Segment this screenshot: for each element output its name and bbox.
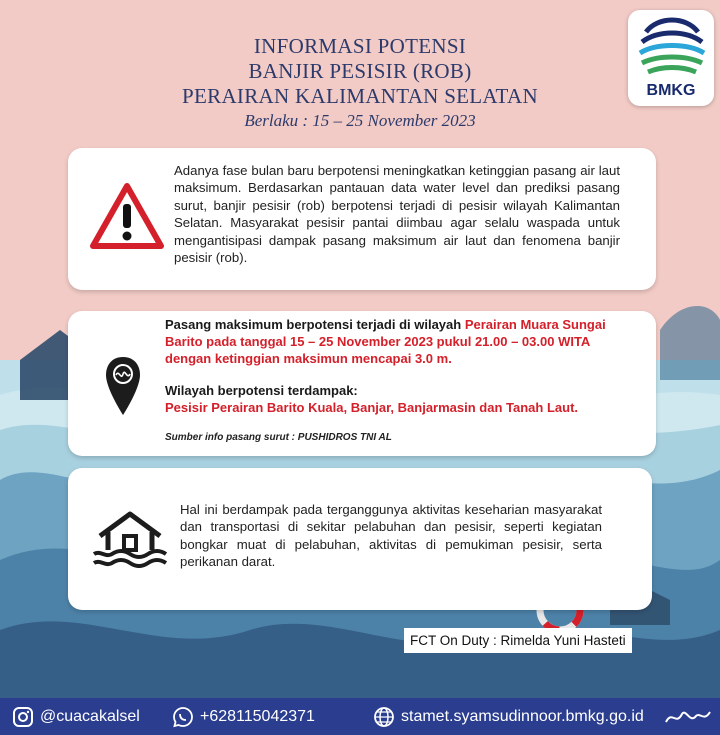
location-pin-icon [104, 355, 142, 417]
instagram-handle: @cuacakalsel [40, 708, 140, 725]
instagram-icon [12, 706, 34, 728]
affected-label: Wilayah berpotensi terdampak: [165, 383, 358, 398]
phone-number: +628115042371 [200, 708, 315, 725]
signature-icon [664, 706, 712, 728]
globe-icon [373, 706, 395, 728]
title-line-2: BANJIR PESISIR (ROB) [248, 59, 472, 83]
footer-phone[interactable] [172, 706, 315, 728]
warning-icon [88, 180, 166, 252]
card3-text: Hal ini berdampak pada terganggunya aktivitas keseharian masyarakat dan transportasi di sekitar pelabuhan dan pesisir, seperti kegiatan bongkar muat di pelabuhan, aktivitas di pemukiman pesisir, serta perikanan darat. [180, 502, 602, 570]
card2-date: pada tanggal 15 – 25 November 2023 pukul 21.00 – 03.00 WITA dengan ketinggian maksimun mencapai 3.0 m. [165, 334, 590, 366]
footer [0, 698, 720, 735]
card1-text: Adanya fase bulan baru berpotensi meningkatkan ketinggian pasang air laut maksimum. Berdasarkan pantauan data water level dan prediksi pasang surut, banjir pesisir (rob) berpotensi terjadi di pesisir wilayah Kalimantan Selatan. Masyarakat pesisir pantai diimbau agar selalu waspada untuk mengantisipasi dampak pasang maksimum air laut dan fenomena banjir pesisir (rob). [174, 163, 620, 266]
forecaster-on-duty: FCT On Duty : Rimelda Yuni Hasteti [404, 628, 632, 653]
card2-high-tide-text [165, 316, 635, 367]
flooded-house-icon [92, 508, 168, 568]
card2-intro: Pasang maksimum berpotensi terjadi di wilayah [165, 317, 465, 332]
website-url: stamet.syamsudinnoor.bmkg.go.id [401, 708, 644, 725]
bmkg-logo-text: BMKG [646, 82, 696, 99]
whatsapp-icon [172, 706, 194, 728]
bmkg-emblem-icon [628, 10, 714, 80]
title-line-1: INFORMASI POTENSI [253, 34, 467, 58]
title-line-3: PERAIRAN KALIMANTAN SELATAN [182, 84, 538, 108]
card2-area: Perairan Muara Sungai Barito [165, 317, 606, 349]
bmkg-logo [628, 10, 714, 106]
tide-source: Sumber info pasang surut : PUSHIDROS TNI AL [165, 432, 392, 443]
footer-instagram[interactable] [12, 706, 140, 728]
card2-affected [165, 382, 645, 416]
footer-website[interactable] [373, 706, 644, 728]
affected-areas: Pesisir Perairan Barito Kuala, Banjar, Banjarmasin dan Tanah Laut. [165, 400, 579, 415]
header [150, 34, 570, 131]
validity-subtitle: Berlaku : 15 – 25 November 2023 [244, 111, 476, 130]
